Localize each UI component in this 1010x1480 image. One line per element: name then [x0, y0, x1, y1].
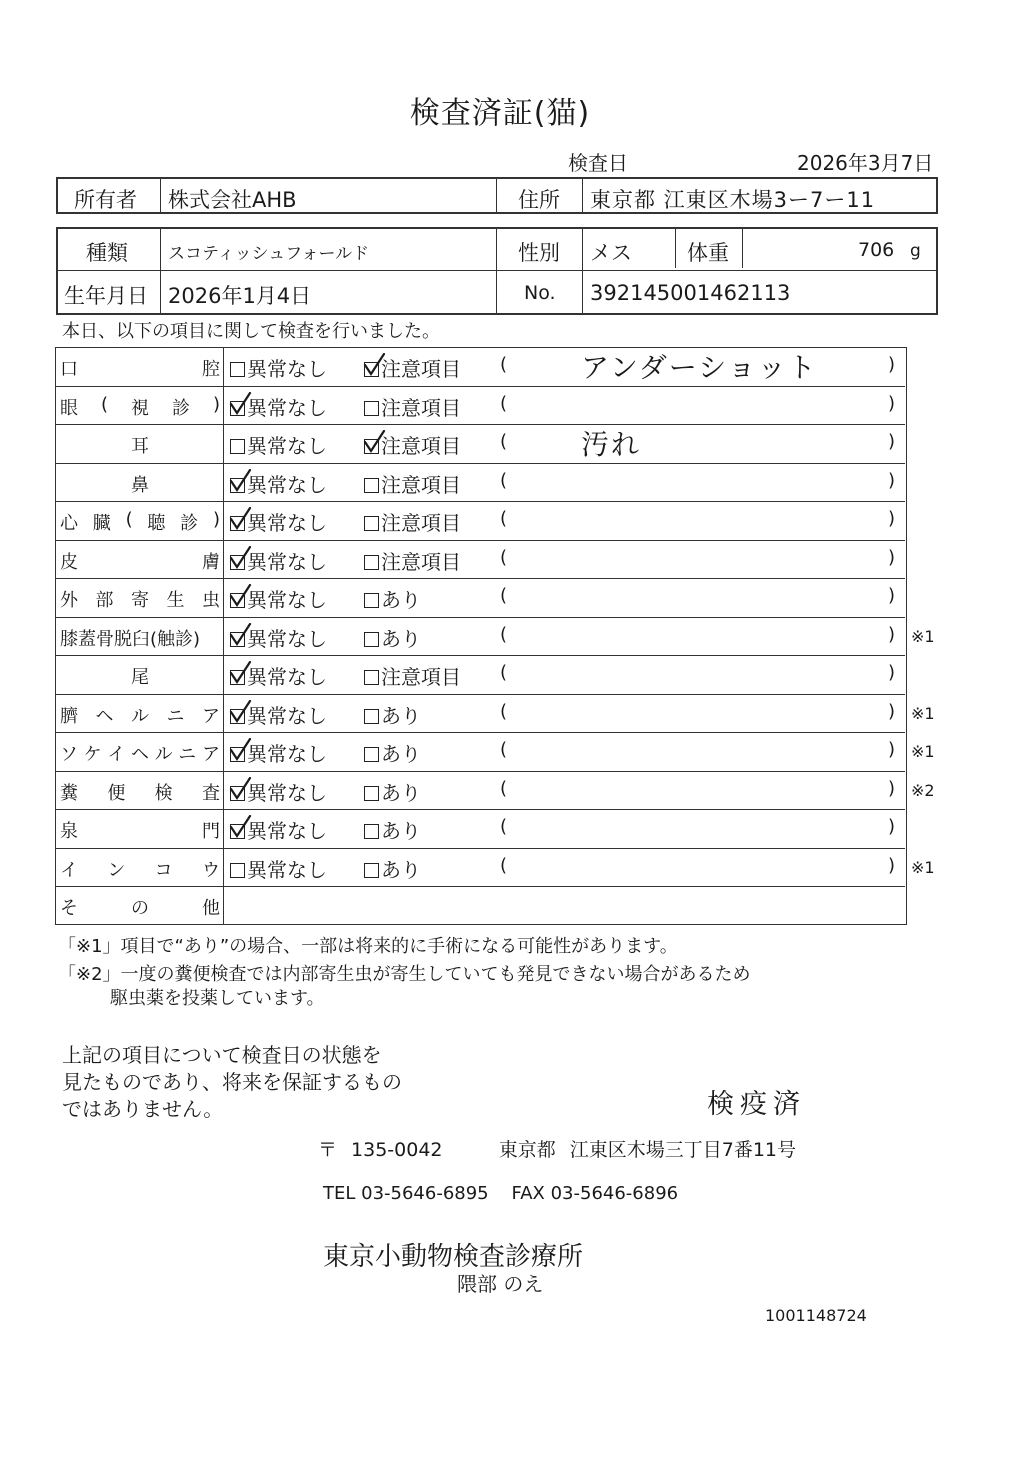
checkbox-normal[interactable] — [230, 747, 245, 762]
check-mark-icon — [228, 700, 252, 724]
option-attention-label: 注意項目 — [381, 511, 461, 535]
checkbox-normal[interactable] — [230, 478, 245, 493]
row-label-char: 検 — [154, 782, 173, 804]
option-attention[interactable] — [364, 584, 421, 613]
option-attention[interactable] — [364, 815, 421, 844]
option-normal[interactable] — [230, 353, 327, 382]
dob-value: 2026年1月4日 — [168, 284, 312, 308]
check-mark-icon — [228, 392, 252, 416]
checkbox-normal[interactable] — [230, 593, 245, 608]
row-label — [60, 779, 220, 805]
disclaimer-line: 見たものであり、将来を保証するもの — [62, 1070, 402, 1094]
row-label-char: 診 — [171, 397, 190, 419]
option-normal-label: 異常なし — [247, 703, 327, 728]
quarantine-stamp: 検疫済 — [707, 1089, 806, 1120]
option-attention-label: あり — [381, 703, 421, 728]
option-normal[interactable] — [230, 815, 327, 844]
inspection-row — [56, 656, 905, 695]
sex-value: メス — [590, 241, 632, 265]
option-attention[interactable] — [364, 353, 461, 382]
row-label-char: 聴 — [147, 513, 166, 534]
check-mark-icon — [228, 546, 252, 570]
row-label-char: ン — [107, 859, 126, 881]
row-label-char: 診 — [180, 513, 199, 534]
row-label-char: 虫 — [202, 590, 220, 611]
checkbox-attention[interactable] — [364, 516, 379, 531]
option-normal-label: 異常なし — [247, 472, 327, 497]
row-label-char: 部 — [95, 590, 114, 611]
row-label-char: 査 — [201, 782, 220, 804]
close-paren: ) — [888, 508, 896, 529]
row-label — [60, 509, 220, 535]
option-attention[interactable] — [364, 469, 461, 498]
row-label-char: ア — [201, 744, 220, 765]
option-normal-label: 異常なし — [247, 742, 327, 766]
owner-label: 所有者 — [74, 188, 137, 212]
checkbox-attention[interactable] — [364, 439, 379, 454]
row-label — [60, 817, 220, 843]
close-paren: ) — [888, 354, 896, 375]
checkbox-normal[interactable] — [230, 709, 245, 724]
row-label — [60, 355, 220, 381]
inspection-date-label: 検査日 — [568, 151, 628, 175]
option-normal[interactable] — [230, 507, 327, 536]
clinic-address — [318, 1135, 796, 1162]
checkbox-attention[interactable] — [364, 747, 379, 762]
checkbox-normal[interactable] — [230, 362, 245, 377]
open-paren: ( — [500, 546, 508, 568]
row-label-char: ヘ — [130, 744, 149, 765]
inspection-row — [56, 849, 935, 888]
check-mark-icon — [228, 661, 252, 685]
option-normal[interactable] — [230, 430, 327, 459]
row-label-char: ( — [100, 393, 109, 415]
checkbox-attention[interactable] — [364, 786, 379, 801]
inspection-row — [56, 464, 905, 503]
row-label-char: ニ — [166, 705, 185, 727]
option-normal[interactable] — [230, 469, 327, 498]
inspection-row — [56, 733, 935, 772]
row-label-char: 心 — [60, 513, 78, 534]
inspection-row — [56, 810, 905, 849]
row-label-char: 生 — [166, 590, 185, 611]
check-mark-icon — [228, 507, 252, 531]
inspection-date-value: 2026年3月7日 — [797, 151, 934, 175]
open-paren: ( — [500, 777, 508, 799]
check-mark-icon — [362, 430, 386, 454]
checkbox-attention[interactable] — [364, 709, 379, 724]
disclaimer-line: 上記の項目について検査日の状態を — [62, 1043, 382, 1067]
option-normal[interactable] — [230, 392, 327, 421]
row-label-char: コ — [154, 859, 173, 881]
clinic-name: 東京小動物検査診療所 — [323, 1242, 584, 1272]
checkbox-attention[interactable] — [364, 670, 379, 685]
close-paren: ) — [888, 431, 896, 452]
check-mark-icon — [228, 815, 252, 839]
inspection-row — [56, 887, 905, 926]
checkbox-normal[interactable] — [230, 786, 245, 801]
row-label-char: の — [131, 898, 149, 919]
check-mark-icon — [228, 738, 252, 762]
checkbox-normal[interactable] — [230, 516, 245, 531]
disclaimer-line: ではありません。 — [62, 1097, 224, 1121]
option-normal-label: 異常なし — [247, 511, 327, 535]
row-label-char: 外 — [60, 590, 78, 611]
checkbox-normal[interactable] — [230, 555, 245, 570]
row-label-char: 寄 — [131, 590, 149, 611]
dob-label: 生年月日 — [64, 284, 148, 308]
footnote-2-line2: 駆虫薬を投薬しています。 — [110, 988, 325, 1009]
close-paren: ) — [888, 777, 896, 799]
option-normal[interactable] — [230, 738, 327, 767]
checkbox-attention[interactable] — [364, 593, 379, 608]
inspection-row — [56, 348, 905, 387]
option-normal[interactable] — [230, 584, 327, 613]
close-paren: ) — [888, 816, 896, 837]
row-label-char: 臓 — [92, 513, 111, 534]
owner-box — [56, 177, 938, 214]
check-mark-icon — [362, 353, 386, 377]
option-normal-label: 異常なし — [247, 626, 327, 651]
option-attention[interactable] — [364, 546, 461, 575]
open-paren: ( — [500, 739, 508, 760]
row-label — [60, 702, 220, 728]
option-attention-label: あり — [381, 626, 421, 651]
handwritten-note: 汚れ — [581, 428, 642, 461]
close-paren: ) — [888, 854, 896, 876]
option-normal-label: 異常なし — [247, 395, 327, 420]
option-normal-label: 異常なし — [247, 857, 327, 882]
option-normal-label: 異常なし — [247, 588, 327, 612]
option-attention-label: 注意項目 — [381, 472, 461, 497]
row-label-char: イ — [60, 859, 78, 881]
open-paren: ( — [500, 816, 508, 837]
breed-label: 種類 — [86, 241, 128, 265]
option-attention[interactable] — [364, 661, 461, 690]
inspection-table — [55, 347, 935, 925]
weight-label: 体重 — [687, 241, 729, 265]
row-label-char: ウ — [201, 859, 220, 881]
option-normal[interactable] — [230, 623, 327, 652]
checkbox-normal[interactable] — [230, 632, 245, 647]
row-label-char: 腔 — [202, 359, 220, 380]
row-label-char: イ — [107, 744, 126, 765]
check-mark-icon — [228, 584, 252, 608]
row-label-char: ( — [125, 509, 133, 530]
close-paren: ) — [888, 623, 896, 645]
row-label-char: 糞 — [60, 782, 78, 804]
close-paren: ) — [888, 662, 896, 683]
row-label-char: 門 — [202, 821, 220, 842]
option-normal-label: 異常なし — [247, 665, 327, 689]
option-attention-label: 注意項目 — [381, 434, 461, 458]
sex-label: 性別 — [518, 241, 560, 265]
option-attention-label: 注意項目 — [381, 357, 461, 381]
close-paren: ) — [888, 469, 896, 491]
option-attention[interactable] — [364, 854, 421, 883]
footnote-1: 「※1」項目で“あり”の場合、一部は将来的に手術になる可能性があります。 — [58, 936, 678, 957]
option-attention-label: あり — [381, 588, 421, 612]
checkbox-attention[interactable] — [364, 555, 379, 570]
open-paren: ( — [500, 585, 508, 606]
row-label — [60, 663, 220, 689]
row-label-char: ニ — [178, 744, 197, 765]
row-label-char: 皮 — [60, 551, 78, 573]
option-attention[interactable] — [364, 430, 461, 459]
street-address: 東京都 江東区木場三丁目7番11号 — [498, 1139, 796, 1161]
footnote-mark: ※2 — [911, 780, 935, 800]
disclaimer — [62, 1042, 402, 1123]
checkbox-attention[interactable] — [364, 863, 379, 878]
checkbox-attention[interactable] — [364, 824, 379, 839]
breed-value: スコティッシュフォールド — [168, 244, 370, 264]
open-paren: ( — [500, 854, 508, 876]
footnote-mark: ※1 — [911, 626, 935, 646]
checkbox-attention[interactable] — [364, 401, 379, 416]
open-paren: ( — [500, 469, 508, 491]
option-attention[interactable] — [364, 777, 421, 806]
row-label-char: ヘ — [95, 705, 114, 727]
option-attention[interactable] — [364, 738, 421, 767]
close-paren: ) — [888, 739, 896, 760]
inspection-row — [56, 695, 935, 734]
option-normal[interactable] — [230, 854, 327, 883]
row-label — [60, 394, 220, 420]
check-mark-icon — [228, 623, 252, 647]
row-label — [60, 625, 220, 651]
close-paren: ) — [888, 546, 896, 568]
option-attention-label: あり — [381, 857, 421, 882]
inspection-row — [56, 541, 905, 580]
option-attention[interactable] — [364, 507, 461, 536]
option-attention-label: 注意項目 — [381, 665, 461, 689]
row-label-char: ア — [202, 705, 220, 727]
row-label — [60, 856, 220, 882]
row-label-char: ル — [154, 744, 173, 765]
row-label-char: 他 — [202, 898, 220, 919]
option-normal-label: 異常なし — [247, 357, 327, 381]
row-label-char: 臍 — [60, 705, 78, 727]
open-paren: ( — [500, 623, 508, 645]
address-label: 住所 — [518, 188, 560, 212]
option-attention[interactable] — [364, 392, 461, 421]
checkbox-attention[interactable] — [364, 362, 379, 377]
option-attention-label: 注意項目 — [381, 395, 461, 420]
veterinarian-name: 隈部 のえ — [457, 1272, 544, 1296]
option-attention-label: あり — [381, 819, 421, 843]
handwritten-note: アンダーショット — [581, 351, 818, 384]
inspection-row — [56, 579, 905, 618]
inspection-row — [56, 387, 905, 426]
animal-box — [56, 227, 938, 315]
footnote-mark: ※1 — [911, 742, 935, 761]
row-label — [60, 894, 220, 920]
row-label-text: 鼻 — [131, 474, 149, 496]
option-normal[interactable] — [230, 546, 327, 575]
footnote-mark: ※1 — [911, 857, 935, 877]
row-label-char: ル — [131, 705, 149, 727]
owner-value: 株式会社AHB — [168, 188, 297, 212]
fax-number: FAX 03-5646-6896 — [511, 1183, 679, 1204]
weight-value: 706 — [858, 239, 895, 261]
checkbox-normal[interactable] — [230, 670, 245, 685]
inspection-row — [56, 502, 905, 541]
row-label — [60, 432, 220, 458]
inspection-row — [56, 425, 905, 464]
row-label-char: ケ — [83, 744, 102, 765]
row-label — [60, 586, 220, 612]
option-normal-label: 異常なし — [247, 434, 327, 458]
footnote-2-line1: 「※2」一度の糞便検査では内部寄生虫が寄生していても発見できない場合があるため — [58, 964, 751, 985]
row-label — [60, 548, 220, 574]
row-label — [60, 740, 220, 766]
row-label-char: ) — [212, 509, 220, 530]
clinic-contact — [323, 1183, 678, 1204]
open-paren: ( — [500, 508, 508, 529]
row-label-char: そ — [60, 898, 78, 919]
option-attention-label: あり — [381, 742, 421, 766]
serial-number: 1001148724 — [765, 1306, 867, 1325]
inspection-row — [56, 772, 935, 811]
close-paren: ) — [888, 700, 896, 722]
open-paren: ( — [500, 392, 508, 414]
option-attention[interactable] — [364, 700, 421, 729]
row-label-char: 膚 — [202, 551, 220, 573]
row-label-char: 泉 — [60, 821, 78, 842]
open-paren: ( — [500, 431, 508, 452]
check-mark-icon — [228, 777, 252, 801]
row-label — [60, 471, 220, 497]
check-mark-icon — [228, 469, 252, 493]
option-normal-label: 異常なし — [247, 549, 327, 574]
row-label-text: 尾 — [131, 667, 149, 688]
postal-code: 〒 135-0042 — [318, 1139, 443, 1161]
option-normal[interactable] — [230, 700, 327, 729]
option-normal[interactable] — [230, 777, 327, 806]
intro-text: 本日、以下の項目に関して検査を行いました。 — [62, 321, 440, 342]
checkbox-attention[interactable] — [364, 632, 379, 647]
row-label-char: 膝蓋骨脱臼(触診) — [60, 628, 201, 650]
checkbox-normal[interactable] — [230, 401, 245, 416]
open-paren: ( — [500, 662, 508, 683]
checkbox-normal[interactable] — [230, 824, 245, 839]
address-value: 東京都 江東区木場3ー7ー11 — [590, 188, 876, 212]
no-label: No. — [524, 282, 556, 304]
open-paren: ( — [500, 700, 508, 722]
open-paren: ( — [500, 354, 508, 375]
option-normal[interactable] — [230, 661, 327, 690]
row-label-char: 口 — [60, 359, 78, 380]
checkbox-normal[interactable] — [230, 863, 245, 878]
footnote-mark: ※1 — [911, 703, 935, 723]
document-title: 検査済証(猫) — [409, 96, 591, 131]
inspection-row — [56, 618, 935, 657]
close-paren: ) — [888, 392, 896, 414]
row-label-text: 耳 — [131, 436, 149, 457]
weight-unit: g — [910, 241, 921, 261]
option-normal-label: 異常なし — [247, 780, 327, 805]
option-attention[interactable] — [364, 623, 421, 652]
row-label-char: ) — [212, 393, 220, 415]
option-attention-label: あり — [381, 780, 421, 805]
row-label-char: ソ — [60, 744, 78, 765]
close-paren: ) — [888, 585, 896, 606]
checkbox-normal[interactable] — [230, 439, 245, 454]
row-label-char: 便 — [107, 782, 126, 804]
checkbox-attention[interactable] — [364, 478, 379, 493]
option-normal-label: 異常なし — [247, 819, 327, 843]
option-attention-label: 注意項目 — [381, 549, 461, 574]
tel-number: TEL 03-5646-6895 — [323, 1183, 489, 1204]
row-label-char: 視 — [131, 397, 149, 419]
no-value: 392145001462113 — [590, 281, 791, 305]
row-label-char: 眼 — [60, 397, 78, 419]
